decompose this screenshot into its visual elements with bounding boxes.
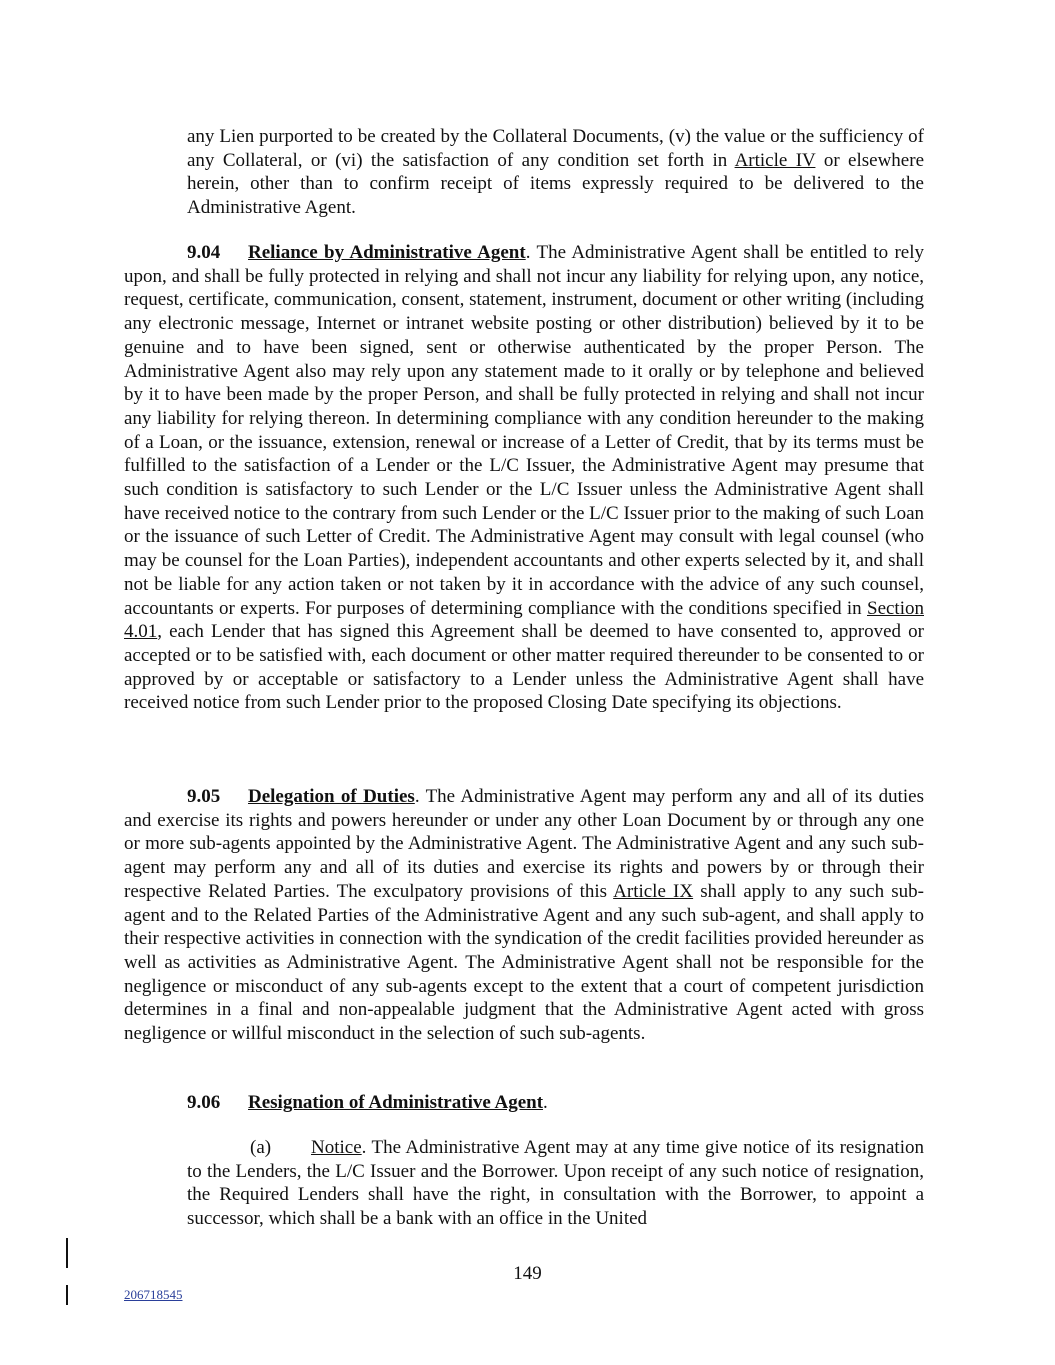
subsection-title: Notice: [311, 1137, 362, 1158]
section-title: Delegation of Duties: [248, 786, 415, 807]
section-9-05: 9.05 Delegation of Duties. The Administrative Agent may perform any and all of its duties and exercise its rights and powers hereunder or under any other Loan Document by or through any one or more sub-agents appointed by the Administrative Agent. The Administrative Agent and any such sub-agent may perform any and all of its duties and exercise its rights and powers by or through their respective Related Parties. The exculpatory provisions of this Article IX shall apply to any such sub-agent and to the Related Parties of the Administrative Agent and any such sub-agent, and shall apply to their respective activities in connection with the syndication of the credit facilities provided hereunder as well as activities as Administrative Agent. The Administrative Agent shall not be responsible for the negligence or misconduct of any sub-agents except to the extent that a court of competent jurisdiction determines in a final and non-appealable judgment that the Administrative Agent acted with gross negligence or willful misconduct in the selection of such sub-agents.: [124, 786, 924, 1045]
section-9-04: 9.04 Reliance by Administrative Agent. The Administrative Agent shall be entitled to rely upon, and shall be fully protected in relying and shall not incur any liability for relying upon, any notice, request, certificate, communication, consent, statement, instrument, document or other writing (including any electronic message, Internet or intranet website posting or other distribution) believed by it to be genuine and to have been signed, sent or otherwise authenticated by the proper Person. The Administrative Agent also may rely upon any statement made to it orally or by telephone and believed by it to have been made by the proper Person, and shall be fully protected in relying and shall not incur any liability for relying thereon. In determining compliance with any condition hereunder to the making of a Loan, or the issuance, extension, renewal or increase of a Letter of Credit, that by its terms must be fulfilled to the satisfaction of a Lender or the L/C Issuer, the Administrative Agent may presume that such condition is satisfactory to such Lender or the L/C Issuer unless the Administrative Agent shall have received notice to the contrary from such Lender or the L/C Issuer prior to the making of such Loan or the issuance of such Letter of Credit. The Administrative Agent may consult with legal counsel (who may be counsel for the Loan Parties), independent accountants and other experts selected by it, and shall not be liable for any action taken or not taken by it in accordance with the advice of any such counsel, accountants or experts. For purposes of determining compliance with the conditions specified in Section 4.01, each Lender that has signed this Agreement shall be deemed to have consented to, approved or accepted or to be satisfied with, each document or other matter required thereunder to be consented to or approved by or acceptable or satisfactory to a Lender unless the Administrative Agent shall have received notice from such Lender prior to the proposed Closing Date specifying its objections.: [124, 242, 924, 714]
section-title: Reliance by Administrative Agent: [248, 242, 526, 263]
intro-paragraph: any Lien purported to be created by the Collateral Documents, (v) the value or the sufficiency of any Collateral, or (vi) the satisfaction of any condition set forth in Article IV or elsewhere herein, other than to confirm receipt of items expressly required to be delivered to the Administrative Agent.: [187, 126, 924, 219]
article-ix-link[interactable]: Article IX: [613, 880, 694, 902]
section-title: Resignation of Administrative Agent: [248, 1092, 544, 1113]
page-number: 149: [513, 1263, 542, 1284]
article-iv-link[interactable]: Article IV: [734, 149, 816, 171]
document-id: 206718545: [124, 1287, 183, 1302]
section-number: 9.04: [187, 242, 221, 263]
section-9-06-heading: 9.06 Resignation of Administrative Agent.: [187, 1092, 548, 1113]
subsection-9-06-a: (a) Notice. The Administrative Agent may at any time give notice of its resignation to the Lenders, the L/C Issuer and the Borrower. Upon receipt of any such notice of resignation, the Required Lenders shall have the right, in consultation with the Borrower, to appoint a successor, which shall be a bank with an office in the United: [187, 1137, 924, 1230]
section-number: 9.06: [187, 1092, 221, 1113]
change-bar: [66, 1285, 68, 1305]
section-4-01-link[interactable]: Section 4.01: [124, 597, 924, 643]
subsection-label: (a): [250, 1137, 272, 1158]
section-number: 9.05: [187, 786, 221, 807]
